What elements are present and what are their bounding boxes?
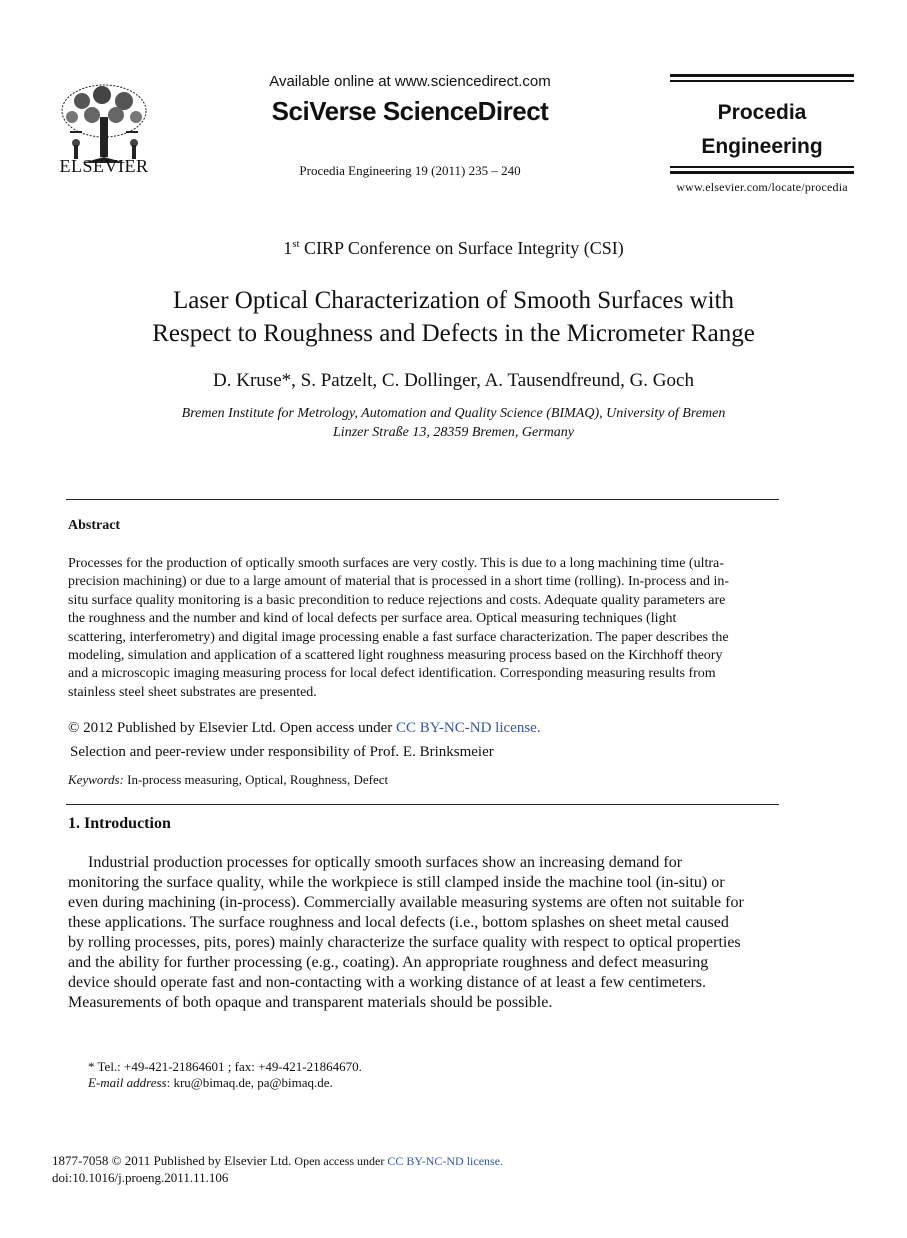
intro-line: monitoring the surface quality, while the workpiece is still clamped inside the machine tool (in-situ) or [68,874,725,891]
author-list: D. Kruse*, S. Patzelt, C. Dollinger, A. Tausendfreund, G. Goch [213,370,694,391]
abstract-line: the roughness and the number and kind of local defects per surface area. Optical measuring techniques (light [68,611,677,627]
doi[interactable]: doi:10.1016/j.proeng.2011.11.106 [52,1170,229,1185]
copyright-text: © 2012 Published by Elsevier Ltd. [68,720,277,736]
journal-name-line1: Procedia [717,101,807,124]
abstract-line: situ surface quality monitoring is a basic precondition to reduce rejections and costs. Adequate quality parameters are [68,592,726,608]
license-link[interactable]: CC BY-NC-ND license. [396,720,541,736]
footer-open-access: Open access under [291,1154,388,1168]
journal-name-line2: Engineering [701,135,823,158]
copyright-line [68,720,541,737]
abstract-line: scattering, interferometry) and digital image processing enable a fast surface characterization. The paper describes the [68,629,729,645]
open-access-text: Open access under [276,720,396,736]
footnote-phone: * Tel.: +49-421-21864601 ; fax: +49-421-21864670. [88,1059,362,1074]
intro-line: these applications. The surface roughness and local defects (i.e., bottom splashes on sheet metal caused [68,914,729,931]
intro-line: even during machining (in-process). Commercially available measuring systems are often not suitable for [68,894,744,911]
intro-line: Measurements of both opaque and transparent materials should be possible. [68,994,553,1011]
paper-title [60,284,847,350]
keywords-label: Keywords: [68,772,124,787]
paper-title-line1: Laser Optical Characterization of Smooth Surfaces with [173,287,734,314]
affiliation-line1: Bremen Institute for Metrology, Automation and Quality Science (BIMAQ), University of Bremen [181,406,726,421]
email-label: E-mail address [88,1075,167,1090]
paper-title-line2: Respect to Roughness and Defects in the Micrometer Range [152,320,755,347]
keywords-values: In-process measuring, Optical, Roughness, Defect [123,772,389,787]
intro-line: device should operate fast and non-contacting with a working distance of at least a few centimeters. [68,974,706,991]
available-online-text: Available online at www.sciencedirect.com [269,73,551,90]
divider-top [66,499,779,500]
abstract-body [68,555,778,702]
issn-text: 1877-7058 © 2011 Published by Elsevier Ltd. [52,1153,292,1168]
introduction-body [68,853,778,1013]
conference-name [60,238,847,259]
intro-line: and the ability for further processing (e.g., coating). An appropriate roughness and defect measuring [68,954,709,971]
affiliation-line2: Linzer Straße 13, 28359 Bremen, Germany [333,425,574,440]
publisher-name: ELSEVIER [59,156,149,176]
footnote-email [88,1075,333,1091]
journal-name [670,96,854,164]
introduction-heading: 1. Introduction [68,815,171,832]
abstract-line: modeling, simulation and application of a scattered light roughness measuring process based on the Kirchhoff theory [68,648,723,664]
journal-logo-box [670,74,854,174]
abstract-heading: Abstract [68,518,121,533]
abstract-line: precision machining) or due to a large amount of material that is processed in a short time (rolling). In-process and in- [68,574,730,590]
journal-citation: Procedia Engineering 19 (2011) 235 – 240 [299,163,521,178]
keywords-line [68,772,388,788]
sciverse-sciencedirect-logo: SciVerse ScienceDirect [271,96,549,126]
footer-license-link[interactable]: CC BY-NC-ND license. [387,1154,504,1168]
intro-line: by rolling processes, pits, pores) mainly characterize the surface quality with respect to optical properties [68,934,741,951]
abstract-line: and a microscopic imaging measuring process for local defect identification. Corresponding measuring results from [68,666,716,682]
conference-ordinal-suffix: st [292,238,300,250]
journal-url[interactable]: www.elsevier.com/locate/procedia [676,180,848,194]
abstract-line: stainless steel sheet substrates are presented. [68,684,317,700]
abstract-line: Processes for the production of optically smooth surfaces are very costly. This is due to a long machining time (ultra- [68,556,724,571]
email-value: : kru@bimaq.de, pa@bimaq.de. [166,1075,333,1090]
footer-issn-line [52,1153,503,1169]
conference-title: CIRP Conference on Surface Integrity (CSI) [299,238,624,258]
divider-bottom [66,804,779,805]
conference-ordinal: 1 [283,238,293,258]
intro-line: Industrial production processes for optically smooth surfaces show an increasing demand for [88,854,683,871]
peer-review-note: Selection and peer-review under responsibility of Prof. E. Brinksmeier [70,744,494,760]
